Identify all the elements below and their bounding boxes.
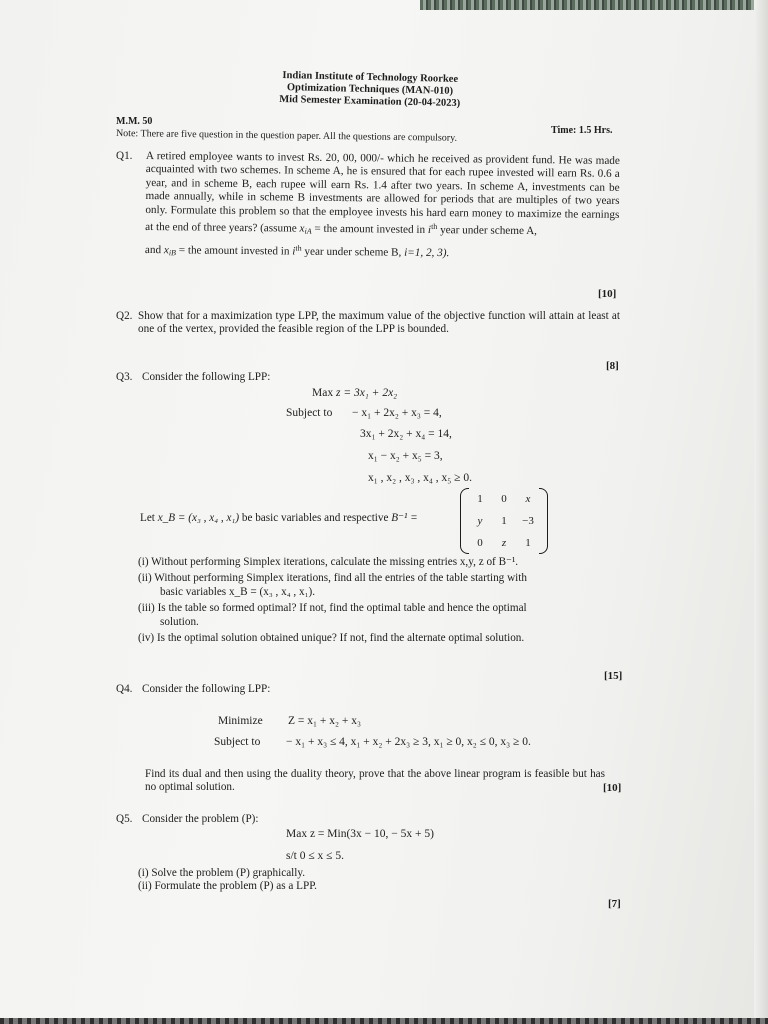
q4-intro: Consider the following LPP:: [142, 683, 271, 695]
q3-part-ii: (ii) Without performing Simplex iterations, find all the entries of the table starting with: [138, 572, 527, 585]
q1-assume-b-tail: year under scheme B,: [304, 246, 402, 260]
q3-constraint-1: 3x₁ + 2x₂ + x₄ = 14,: [360, 428, 452, 440]
q3-basis-line: [140, 512, 418, 525]
q3-label: Q3.: [116, 371, 133, 383]
q3-marks: [15]: [604, 670, 623, 682]
q3-objective-row: [312, 384, 397, 403]
q4-minimize: Minimize: [218, 715, 263, 727]
q3-constraint-2: x₁ − x₂ + x₅ = 3,: [368, 450, 443, 462]
course-name: Optimization Techniques (MAN-010): [286, 82, 454, 97]
q3-part-i: (i) Without performing Simplex iterations, calculate the missing entries x,y, z of B⁻¹.: [138, 556, 519, 568]
matrix-entry: 1: [525, 537, 531, 549]
q3-constraint-0: − x₁ + 2x₂ + x₃ = 4,: [352, 407, 442, 419]
q5-intro: Consider the problem (P):: [142, 813, 259, 825]
q3-part-iii-cont: solution.: [160, 615, 199, 628]
q4-label: Q4.: [116, 683, 133, 695]
q5-constraint: s/t 0 ≤ x ≤ 5.: [286, 850, 344, 862]
matrix-entry: 0: [501, 493, 507, 505]
exam-header: [250, 69, 491, 110]
q3-basis: x_B = (x₃ , x₄ , x₁): [157, 512, 240, 524]
q1-text: A retired employee wants to invest Rs. 20, 00, 000/- which he received as provident fund. He was made acquainted with two schemes. In scheme A, he is ensured that for each rupee invested will earn Rs. 0.6 a year, and in scheme B, each rupee will earn Rs. 1.4 after two years. In scheme A, investments can be made annually, while in scheme B investments are allowed for periods that are multiples of two years only. Formulate this problem so that the employee invests his hard earn money to maximize the earnings at the end of three years? (assume $x_{iA}$ = the amount invested in $i^{th}$ year under scheme A, and $x_{iB}$ = the amount invested in $i^{th}$ year under scheme B, i=1, 2, 3).: [144, 150, 620, 260]
q3-binv: B⁻¹ =: [391, 512, 418, 524]
q3-intro: Consider the following LPP:: [142, 371, 271, 383]
q2-text: Show that for a maximization type LPP, the maximum value of the objective function will attain at least at one of the vertex, provided the feasible region of the LPP is bounded.: [138, 310, 620, 336]
q5-objective: Max z = Min(3x − 10, − 5x + 5): [286, 828, 434, 840]
q4-subject-to: Subject to: [214, 736, 261, 748]
q3-subject-to: Subject to: [286, 407, 333, 419]
q5-marks: [7]: [608, 898, 621, 910]
matrix-bracket-left: [460, 488, 469, 554]
q5-part-i: (i) Solve the problem (P) graphically.: [138, 867, 306, 879]
q5-parts: [138, 867, 317, 894]
q3-basis-pre: Let: [140, 512, 155, 524]
q1-assume-b: = the amount invested in: [178, 244, 290, 258]
q2-marks: [8]: [606, 360, 619, 372]
q3-part-iii: (iii) Is the table so formed optimal? If not, find the optimal table and hence the optimal: [138, 602, 527, 615]
q3-constraint-3: x₁ , x₂ , x₃ , x₄ , x₅ ≥ 0.: [368, 472, 472, 484]
matrix-entry: 1: [501, 515, 507, 527]
q1-assume-a: = the amount invested in: [314, 222, 426, 236]
matrix-bracket-right: [539, 488, 548, 554]
background-strip-top: [420, 0, 768, 10]
matrix-entry: y: [477, 515, 483, 527]
q3-part-iv: (iv) Is the optimal solution obtained unique? If not, find the alternate optimal solution.: [138, 632, 525, 645]
exam-note: Note: There are five question in the question paper. All the questions are compulsory.: [115, 128, 458, 144]
matrix-entry: 0: [477, 537, 483, 549]
matrix-entry: −3: [522, 515, 534, 527]
q3-basis-post: be basic variables and respective: [241, 512, 389, 524]
q1-marks: [10]: [598, 288, 617, 300]
q1-label: Q1.: [116, 150, 133, 162]
paper-edge-right: [754, 0, 768, 1024]
q1-assume-a-tail: year under scheme A,: [440, 224, 538, 238]
q4-objective: Z = x₁ + x₂ + x₃: [288, 715, 362, 727]
q2-label: Q2.: [116, 310, 133, 322]
q1-index-range: i=1, 2, 3).: [404, 247, 450, 260]
matrix-entry: z: [501, 537, 507, 549]
q5-part-ii: (ii) Formulate the problem (P) as a LPP.: [138, 880, 317, 893]
exam-title: Mid Semester Examination (20-04-2023): [279, 93, 461, 110]
q4-constraints: − x₁ + x₃ ≤ 4, x₁ + x₂ + 2x₃ ≥ 3, x₁ ≥ 0, x₂ ≤ 0, x₃ ≥ 0.: [286, 736, 531, 748]
institute-name: Indian Institute of Technology Roorkee: [282, 70, 459, 85]
matrix-entry: 1: [477, 493, 483, 505]
q3-part-ii-cont: basic variables x_B = (x₃ , x₄ , x₁).: [160, 585, 316, 598]
q3-binv-matrix: [460, 488, 548, 554]
max-marks: M.M. 50: [116, 116, 153, 127]
exam-time: Time: 1.5 Hrs.: [551, 125, 613, 136]
q3-max-label: Max: [312, 387, 334, 399]
q1-assume-b-pre: and: [144, 244, 162, 257]
q4-text: Find its dual and then using the duality theory, prove that the above linear program is feasible but has no optimal solution.: [145, 768, 605, 794]
background-strip-bottom: [0, 1018, 768, 1024]
q3-objective: z = 3x₁ + 2x₂: [335, 387, 398, 399]
q4-marks: [10]: [603, 782, 622, 794]
q3-parts: [138, 556, 628, 645]
q5-label: Q5.: [116, 813, 133, 825]
q1-body: A retired employee wants to invest Rs. 20, 00, 000/- which he received as provident fund. He was made acquainted with two schemes. In scheme A, he is ensured that for each rupee invested will earn Rs. 0.6 a year, and in scheme B, each rupee will earn Rs. 1.4 after two years. In scheme A, investments can be made annually, while in scheme B investments are allowed for periods that are multiples of two years only. Formulate this problem so that the employee invests his hard earn money to maximize the earnings at the end of three years? (assume: [145, 150, 620, 235]
matrix-entry: x: [525, 493, 531, 505]
